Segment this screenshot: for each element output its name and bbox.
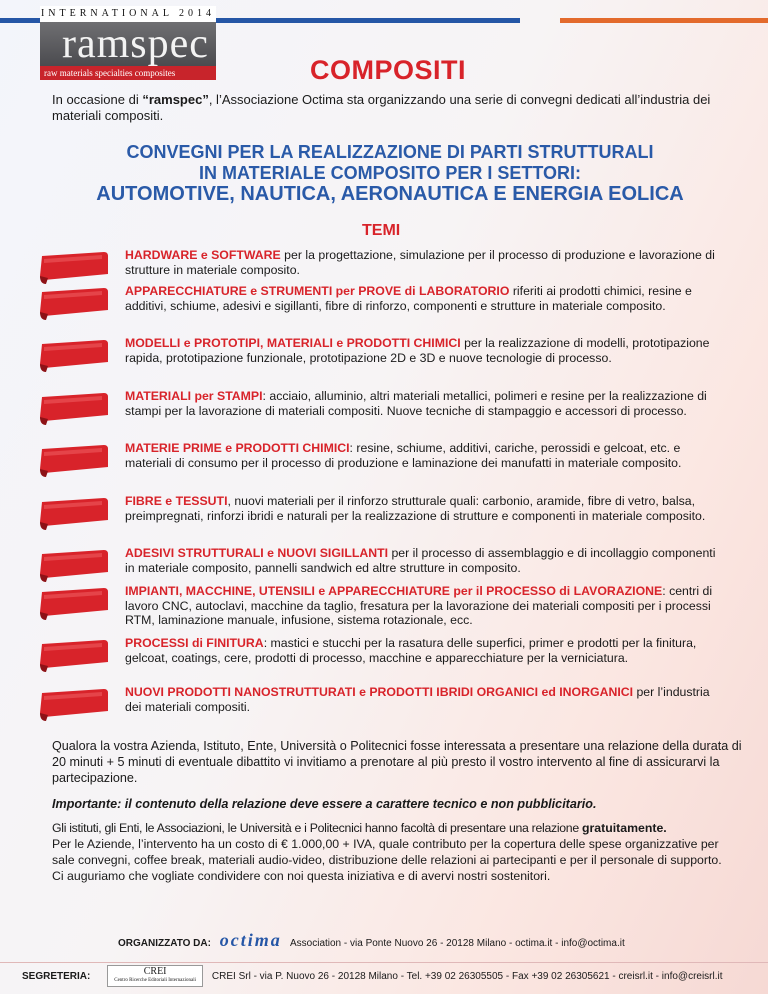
footer-organizer bbox=[118, 930, 625, 951]
headline-line-3: AUTOMOTIVE, NAUTICA, AERONAUTICA E ENERGIA EOLICA bbox=[96, 183, 684, 205]
topic-ribbon-icon bbox=[38, 586, 110, 622]
topic-item bbox=[125, 441, 725, 470]
ramspec-logo bbox=[40, 6, 220, 82]
logo-word-band bbox=[40, 22, 216, 66]
headline-line-1: CONVEGNI PER LA REALIZZAZIONE DI PARTI STRUTTURALI bbox=[126, 142, 654, 162]
topic-text: per l’industria dei materiali compositi. bbox=[125, 685, 710, 714]
topic-item bbox=[125, 685, 725, 714]
organizer-label: ORGANIZZATO DA: bbox=[118, 938, 211, 949]
topic-highlight: NUOVI PRODOTTI NANOSTRUTTURATI e PRODOTTI IBRIDI ORGANICI ed INORGANICI bbox=[125, 685, 634, 699]
topic-highlight: MATERIE PRIME e PRODOTTI CHIMICI bbox=[125, 441, 350, 455]
topic-ribbon-icon bbox=[38, 286, 110, 322]
intro-prefix: In occasione di bbox=[52, 92, 143, 107]
topic-highlight: MODELLI e PROTOTIPI, MATERIALI e PRODOTTI CHIMICI bbox=[125, 336, 461, 350]
topic-text: riferiti ai prodotti chimici, resine e additivi, schiume, adesivi e sigillanti, fibre di rinforzo, componenti e strutture in materiale composito. bbox=[125, 284, 692, 313]
logo-word: ramspec bbox=[62, 22, 209, 66]
topic-ribbon-icon bbox=[38, 250, 110, 286]
topic-highlight: ADESIVI STRUTTURALI e NUOVI SIGILLANTI bbox=[125, 546, 389, 560]
topic-item bbox=[125, 584, 725, 628]
organizer-text: Association - via Ponte Nuovo 26 - 20128 Milano - octima.it - info@octima.it bbox=[289, 938, 625, 949]
topic-text: per il processo di assemblaggio e di incollaggio componenti in materiale composito, pannelli sandwich ed altre strutture in composito. bbox=[125, 546, 716, 575]
topic-ribbon-icon bbox=[38, 548, 110, 584]
intro-event: “ramspec” bbox=[142, 92, 209, 107]
topic-highlight: IMPIANTI, MACCHINE, UTENSILI e APPARECCHIATURE per il PROCESSO di LAVORAZIONE bbox=[125, 584, 663, 598]
topic-ribbon-icon bbox=[38, 496, 110, 532]
costs-text-c: Ci auguriamo che vogliate condividere con noi questa iniziativa e di avervi nostri sostenitori. bbox=[52, 869, 551, 883]
topic-text: : centri di lavoro CNC, autoclavi, macchine da taglio, fresatura per la lavorazione dei materiali compositi per i processi RTM, laminazione manuale, infusione, sistema rotazionale, ecc. bbox=[125, 584, 713, 628]
topic-highlight: PROCESSI di FINITURA bbox=[125, 636, 264, 650]
topic-text: : mastici e stucchi per la rasatura delle superfici, primer e prodotti per la finitura, gelcoat, coatings, cere, prodotti di processo, macchine e apparecchiature per la verniciatura. bbox=[125, 636, 697, 665]
topic-text: per la progettazione, simulazione per il processo di produzione e lavorazione di strutture in materiale composito. bbox=[125, 248, 715, 277]
top-orange-bar bbox=[560, 18, 768, 23]
topic-item bbox=[125, 546, 725, 575]
crei-logo bbox=[107, 965, 203, 987]
topic-ribbon-icon bbox=[38, 443, 110, 479]
topic-highlight: APPARECCHIATURE e STRUMENTI per PROVE di LABORATORIO bbox=[125, 284, 510, 298]
temi-heading: TEMI bbox=[362, 222, 401, 239]
secretariat-text: CREI Srl - via P. Nuovo 26 - 20128 Milano - Tel. +39 02 26305505 - Fax +39 02 26305621 - creisrl.it - info@creisrl.it bbox=[211, 970, 723, 982]
secretariat-label: SEGRETERIA: bbox=[22, 970, 91, 982]
topic-text: : resine, schiume, additivi, cariche, perossidi e gelcoat, etc. e materiali di consumo per il processo di produzione e laminazione dei manufatti in materiale composito. bbox=[125, 441, 682, 470]
topic-text: , nuovi materiali per il rinforzo strutturale quali: carbonio, aramide, fibre di vetro, balsa, preimpregnati, rinforzi ibridi e naturali per la realizzazione di strutture e componenti in materiale composito. bbox=[125, 494, 706, 523]
octima-logo: octima bbox=[219, 930, 282, 950]
headline-line-2: IN MATERIALE COMPOSITO PER I SETTORI: bbox=[198, 163, 582, 183]
costs-text-b: Per le Aziende, l’intervento ha un costo di € 1.000,00 + IVA, quale contributo per la copertura delle spese organizzative per sale convegni, coffee break, materiali audio-video, distribuzione delle relazioni ai partecipanti e per il personale di supporto. bbox=[52, 837, 722, 867]
costs-text-bold: gratuitamente. bbox=[582, 821, 667, 835]
intro-suffix: , l’Associazione Octima sta organizzando una serie di convegni dedicati all’industria dei materiali compositi. bbox=[52, 92, 711, 123]
page-title: COMPOSITI bbox=[310, 55, 467, 85]
topic-item bbox=[125, 494, 725, 523]
important-note: Importante: il contenuto della relazione deve essere a carattere tecnico e non pubblicitario. bbox=[52, 797, 597, 811]
topic-highlight: HARDWARE e SOFTWARE bbox=[125, 248, 281, 262]
crei-logo-sub: Centro Ricerche Editoriali Internazionali bbox=[114, 978, 197, 983]
topic-item bbox=[125, 248, 725, 277]
topic-ribbon-icon bbox=[38, 338, 110, 374]
topic-ribbon-icon bbox=[38, 638, 110, 674]
topic-item bbox=[125, 636, 725, 665]
topic-ribbon-icon bbox=[38, 391, 110, 427]
paragraph-invitation: Qualora la vostra Azienda, Istituto, Ente, Università o Politecnici fosse interessata a presentare una relazione della durata di 20 minuti + 5 minuti di eventuale dibattito vi invitiamo a prenotare al più presto il vostro intervento al fine di assicurarvi la partecipazione. bbox=[52, 739, 742, 785]
topic-item bbox=[125, 336, 725, 365]
topic-ribbon-icon bbox=[38, 687, 110, 723]
topic-highlight: FIBRE e TESSUTI bbox=[125, 494, 228, 508]
costs-text-a: Gli istituti, gli Enti, le Associazioni, le Università e i Politecnici hanno facoltà di presentare una relazione bbox=[52, 821, 582, 835]
topic-item bbox=[125, 284, 725, 313]
logo-tagline: raw materials specialties composites bbox=[40, 66, 216, 80]
topic-highlight: MATERIALI per STAMPI bbox=[125, 389, 263, 403]
intro-paragraph bbox=[52, 92, 732, 124]
topic-text: per la realizzazione di modelli, prototipazione rapida, prototipazione funzionale, prototipazione 2D e 3D e nuove tecnologie di processo. bbox=[125, 336, 710, 365]
topic-item bbox=[125, 389, 725, 418]
paragraph-costs bbox=[52, 820, 742, 884]
headline bbox=[70, 142, 710, 205]
crei-logo-text: CREI bbox=[143, 966, 167, 977]
logo-top-text: INTERNATIONAL 2014 bbox=[40, 6, 216, 22]
footer-divider bbox=[0, 962, 768, 963]
topic-text: : acciaio, alluminio, altri materiali metallici, polimeri e resine per la realizzazione di stampi per la lavorazione di materiali compositi. Nuove tecniche di stampaggio e accessori di processo. bbox=[125, 389, 707, 418]
footer-secretariat bbox=[22, 965, 723, 987]
